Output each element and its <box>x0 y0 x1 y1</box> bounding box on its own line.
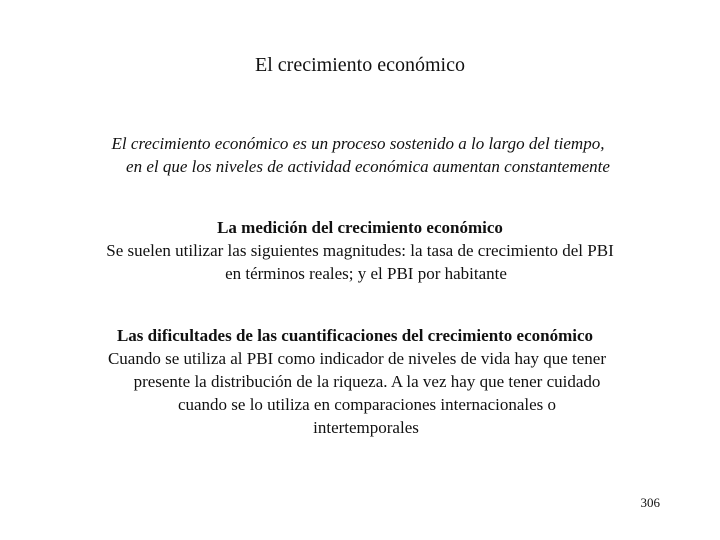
measurement-section <box>0 216 720 285</box>
measurement-line: en términos reales; y el PBI por habitante <box>225 264 507 283</box>
difficulties-line: presente la distribución de la riqueza. A la vez hay que tener cuidado <box>133 372 601 391</box>
page-number: 306 <box>640 495 660 510</box>
intro-line: El crecimiento económico es un proceso sostenido a lo largo del tiempo, <box>111 134 605 153</box>
measurement-heading: La medición del crecimiento económico <box>217 218 503 237</box>
slide-title: El crecimiento económico <box>255 54 465 76</box>
difficulties-heading: Las dificultades de las cuantificaciones del crecimiento económico <box>116 326 594 345</box>
difficulties-line: intertemporales <box>313 418 419 437</box>
difficulties-line: cuando se lo utiliza en comparaciones internacionales o <box>177 395 557 414</box>
intro-line: en el que los niveles de actividad económica aumentan constantemente <box>126 157 610 176</box>
difficulties-section <box>0 324 720 439</box>
difficulties-line: Cuando se utiliza al PBI como indicador de niveles de vida hay que tener <box>107 349 607 368</box>
intro-paragraph <box>0 132 720 178</box>
measurement-line: Se suelen utilizar las siguientes magnitudes: la tasa de crecimiento del PBI <box>106 241 614 260</box>
